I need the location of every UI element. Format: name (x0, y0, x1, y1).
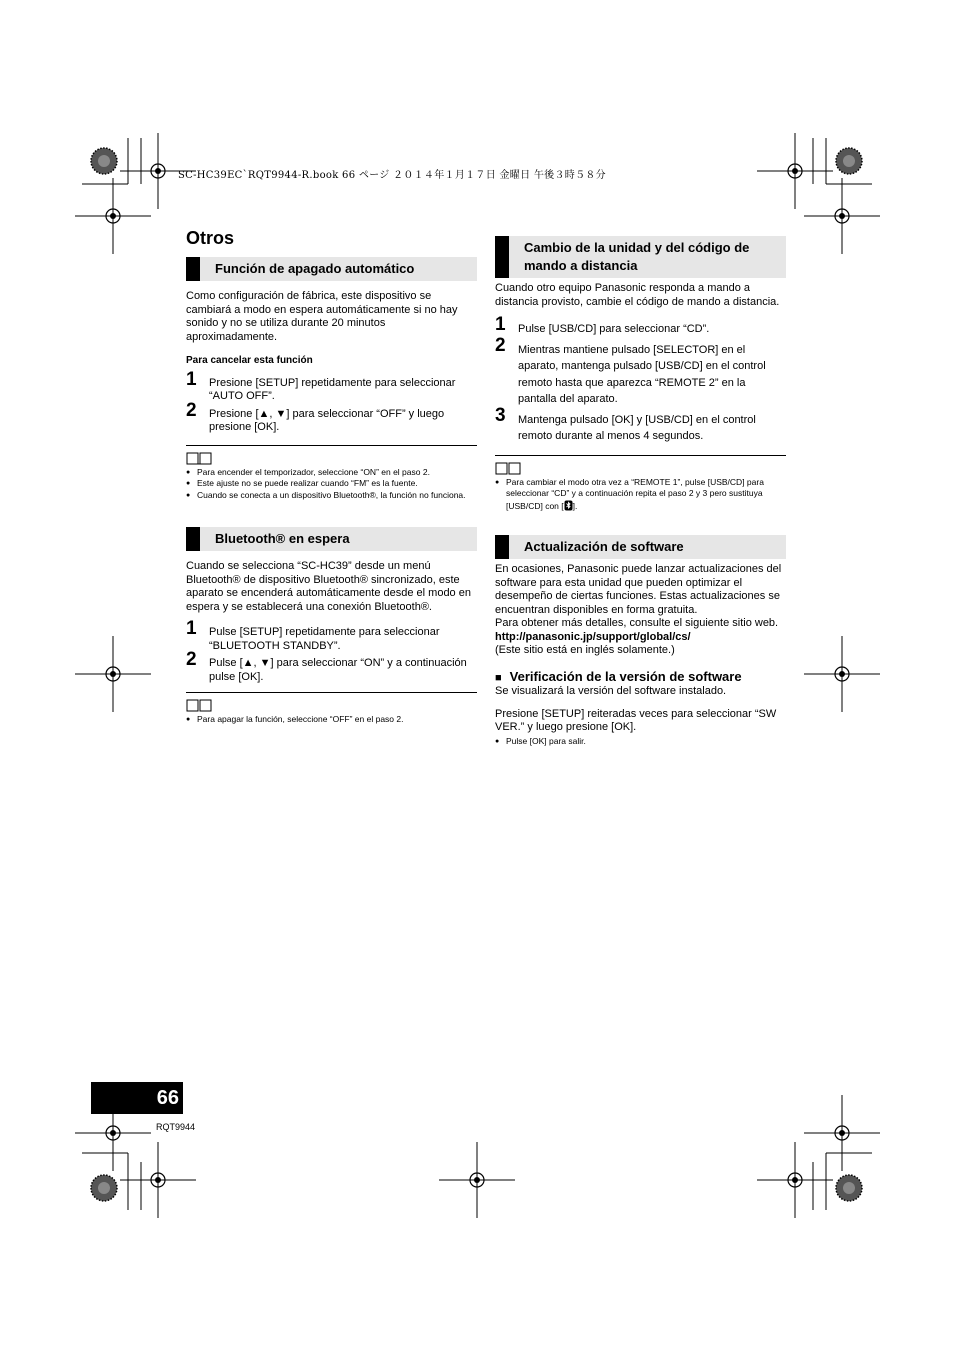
book-note-icon (495, 462, 521, 475)
book-note-icon (186, 699, 212, 712)
page-number: 66 (156, 1087, 179, 1109)
software-more: Para obtener más detalles, consulte el siguiente sitio web. (495, 617, 779, 629)
note-item: ● Para cambiar el modo otra vez a “REMOTE 1”, pulse [USB/CD] para seleccionar “CD” y a continuación repita el paso 2 y 3 pero sustituya [USB/CD] con [ ]. (495, 477, 786, 513)
note-item: ● Para encender el temporizador, seleccione “ON” en el paso 2. (186, 467, 477, 479)
notes-block (186, 445, 477, 502)
note-item: ● Este ajuste no se puede realizar cuando “FM” es la fuente. (186, 478, 477, 490)
bluetooth-icon (564, 500, 573, 511)
support-url-link[interactable]: http://panasonic.jp/support/global/cs/ (495, 630, 691, 643)
cancel-label: Para cancelar esta función (186, 355, 313, 366)
url-note: (Este sitio está en inglés solamente.) (495, 644, 675, 656)
step-item: 3 Mantenga pulsado [OK] y [USB/CD] en el control remoto durante al menos 4 segundos. (495, 404, 756, 442)
notes-block (186, 692, 477, 726)
right-column (495, 236, 786, 747)
version-check-text: Se visualizará la versión del software instalado. (495, 685, 727, 697)
page-title: Otros (186, 228, 235, 248)
book-note-icon (186, 452, 212, 465)
auto-off-intro: Como configuración de fábrica, este dispositivo se cambiará a modo en espera automáticamente si no hay sonido y no se utiliza durante 20 minutos aproximadamente. (186, 290, 458, 343)
step-item: 1 Pulse [SETUP] repetidamente para seleccionar “BLUETOOTH STANDBY”. (186, 618, 440, 652)
step-item: 2 Mientras mantiene pulsado [SELECTOR] en el aparato, mantenga pulsado [USB/CD] en el control remoto hasta que aparezca “REMOTE 2” en la pantalla del aparato. (495, 334, 766, 405)
print-header: SC-HC39EC`RQT9944-R.book 66 ページ ２０１４年１月１７日 金曜日 午後３時５８分 (178, 170, 606, 181)
note-item: ● Cuando se conecta a un dispositivo Bluetooth®, la función no funciona. (186, 490, 477, 502)
step-item: 1 Presione [SETUP] repetidamente para seleccionar “AUTO OFF”. (186, 368, 456, 402)
step-item: 1 Pulse [USB/CD] para seleccionar “CD”. (495, 314, 710, 335)
step-item: 2 Presione [▲, ▼] para seleccionar “OFF” y luego presione [OK]. (186, 399, 445, 433)
model-code: RQT9944 (156, 1122, 196, 1132)
step-item: 2 Pulse [▲, ▼] para seleccionar “ON” y a continuación pulse [OK]. (186, 649, 467, 683)
section-heading-remote-code: Cambio de la unidad y del código de mando a distancia (495, 236, 786, 278)
software-intro: En ocasiones, Panasonic puede lanzar actualizaciones del software para esta unidad que pueden optimizar el desempeño de ciertas funciones. Estas actualizaciones se encuentran disponibles en forma gratuita. (495, 563, 782, 616)
version-check-instruction: Presione [SETUP] reiteradas veces para seleccionar “SW VER.” y luego presione [OK]. (495, 707, 777, 733)
section-heading-bluetooth-standby: Bluetooth® en espera (186, 527, 477, 551)
note-item: ● Pulse [OK] para salir. (495, 736, 786, 748)
notes-block (495, 455, 786, 513)
note-item: ● Para apagar la función, seleccione “OFF” en el paso 2. (186, 714, 477, 726)
bluetooth-intro: Cuando se selecciona “SC-HC39” desde un menú Bluetooth® de dispositivo Bluetooth® sincronizado, este aparato se encenderá automáticamente desde el modo en espera y se establecerá una conexión Bluetooth®. (186, 560, 471, 613)
section-heading-software-update: Actualización de software (495, 535, 786, 559)
section-heading-auto-off: Función de apagado automático (186, 257, 477, 281)
remote-code-intro: Cuando otro equipo Panasonic responda a mando a distancia provisto, cambie el código de mando a distancia. (495, 282, 780, 308)
left-column (186, 257, 477, 726)
version-check-heading: ■ Verificación de la versión de software (495, 668, 742, 684)
